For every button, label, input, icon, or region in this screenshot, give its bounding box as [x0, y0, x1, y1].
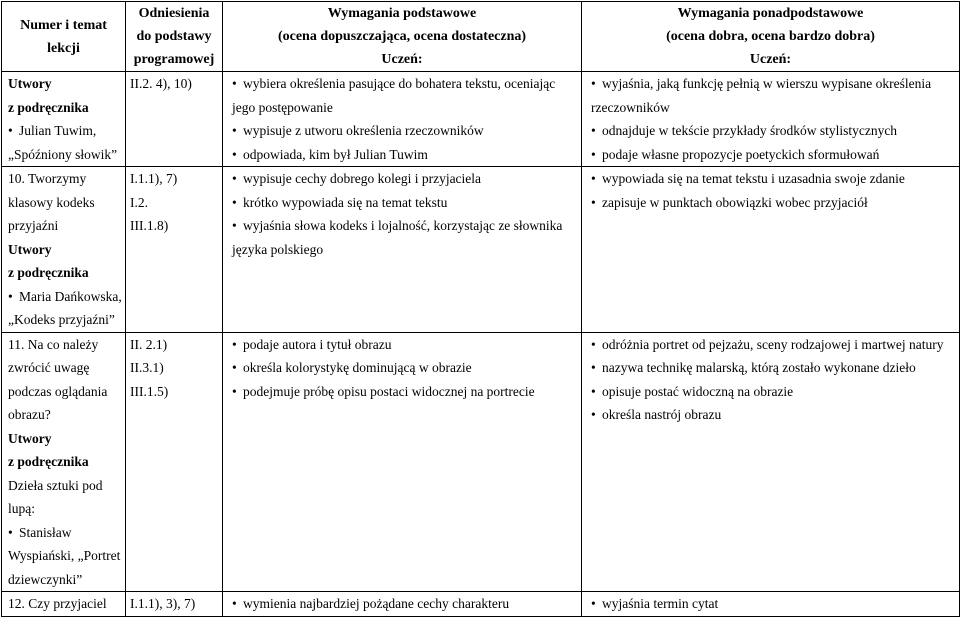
header-basic-requirements: Wymagania podstawowe (ocena dopuszczająca, ocena dostateczna) Uczeń: [223, 2, 582, 72]
table-cell-col2 [126, 332, 223, 592]
text-line: I.2. [130, 194, 148, 210]
table-cell-col3 [223, 592, 582, 617]
text-line: lupą: [8, 501, 35, 516]
bullet-line: • określa nastrój obrazu [582, 403, 959, 427]
bullet-line: • krótko wypowiada się na temat tekstu [223, 191, 581, 215]
table-cell-col3 [223, 167, 582, 333]
table-cell-col1 [2, 592, 126, 617]
bullet-line: • określa kolorystykę dominującą w obrazie [223, 356, 581, 380]
text-line: języka polskiego [232, 241, 324, 257]
text-line: z podręcznika [8, 265, 89, 280]
text-line: II.3.1) [130, 360, 164, 375]
text-line: III.1.5) [130, 383, 169, 399]
text-line: rzeczowników [591, 99, 670, 115]
text-line: I.1.1), 3), 7) [130, 596, 196, 611]
bullet-line: • Julian Tuwim, [2, 119, 125, 143]
bullet-line: • odpowiada, kim był Julian Tuwim [223, 143, 581, 167]
table-header-row [2, 2, 960, 72]
text-line: „Kodeks przyjaźni” [8, 312, 115, 327]
text-line: Utwory [8, 430, 52, 446]
table-body [2, 72, 960, 617]
text-line: zwrócić uwagę [8, 360, 90, 375]
table-cell-col2 [126, 72, 223, 167]
text-line: I.1.1), 7) [130, 171, 178, 186]
text-line: 11. Na co należy [8, 336, 99, 352]
bullet-line: • wyjaśnia słowa kodeks i lojalność, korzystając ze słownika [223, 214, 581, 238]
bullet-line: • nazywa technikę malarską, którą zostało wykonane dzieło [582, 356, 959, 380]
text-line: 10. Tworzymy [8, 171, 87, 186]
header-advanced-requirements: Wymagania ponadpodstawowe (ocena dobra, ocena bardzo dobra) Uczeń: [582, 2, 960, 72]
table-cell-col3 [223, 332, 582, 592]
text-line: obrazu? [8, 407, 51, 422]
bullet-line: • podejmuje próbę opisu postaci widocznej na portrecie [223, 380, 581, 404]
text-line: z podręcznika [8, 99, 89, 115]
bullet-line: • wyjaśnia, jaką funkcję pełnią w wierszu wypisane określenia [582, 72, 959, 96]
text-line: 12. Czy przyjaciel [8, 596, 107, 611]
bullet-line: • wypisuje z utworu określenia rzeczowników [223, 119, 581, 143]
table-cell-col4 [582, 72, 960, 167]
table-row [2, 72, 960, 167]
table-cell-col1 [2, 72, 126, 167]
bullet-line: • opisuje postać widoczną na obrazie [582, 380, 959, 404]
text-line: II.2. 4), 10) [130, 76, 192, 91]
text-line: Wyspiański, „Portret [8, 548, 121, 563]
table-cell-col1 [2, 332, 126, 592]
text-line: klasowy kodeks [8, 194, 95, 210]
text-line: Utwory [8, 241, 52, 257]
bullet-line: • Maria Dańkowska, [2, 285, 125, 309]
text-line: dziewczynki” [8, 571, 83, 587]
table-row [2, 332, 960, 592]
bullet-line: • podaje własne propozycje poetyckich sformułowań [582, 143, 959, 167]
table-cell-col2 [126, 167, 223, 333]
bullet-line: • wypisuje cechy dobrego kolegi i przyjaciela [223, 167, 581, 191]
table-row [2, 167, 960, 333]
requirements-table [1, 1, 960, 617]
table-cell-col1 [2, 167, 126, 333]
bullet-line: • zapisuje w punktach obowiązki wobec przyjaciół [582, 191, 959, 215]
text-line: podczas oglądania [8, 383, 108, 399]
header-curriculum-reference: Odniesienia do podstawy programowej [126, 2, 223, 72]
bullet-line: • wybiera określenia pasujące do bohatera tekstu, oceniając [223, 72, 581, 96]
text-line: Utwory [8, 76, 52, 91]
table-row [2, 592, 960, 617]
bullet-line: • podaje autora i tytuł obrazu [223, 333, 581, 357]
text-line: Dzieła sztuki pod [8, 477, 103, 493]
bullet-line: • Stanisław [2, 521, 125, 545]
text-line: „Spóźniony słowik” [8, 146, 118, 162]
bullet-line: • wypowiada się na temat tekstu i uzasadnia swoje zdanie [582, 167, 959, 191]
table-cell-col4 [582, 592, 960, 617]
text-line: przyjaźni [8, 218, 59, 233]
table-cell-col4 [582, 332, 960, 592]
table-cell-col3 [223, 72, 582, 167]
bullet-line: • odróżnia portret od pejzażu, sceny rodzajowej i martwej natury [582, 333, 959, 357]
text-line: z podręcznika [8, 454, 89, 469]
bullet-line: • odnajduje w tekście przykłady środków stylistycznych [582, 119, 959, 143]
bullet-line: • wyjaśnia termin cytat [582, 592, 959, 616]
text-line: II. 2.1) [130, 336, 168, 352]
text-line: III.1.8) [130, 218, 169, 233]
text-line: jego postępowanie [232, 99, 333, 115]
table-cell-col2 [126, 592, 223, 617]
table-cell-col4 [582, 167, 960, 333]
bullet-line: • wymienia najbardziej pożądane cechy charakteru [223, 592, 581, 616]
header-lesson-topic: Numer i temat lekcji [2, 2, 126, 72]
